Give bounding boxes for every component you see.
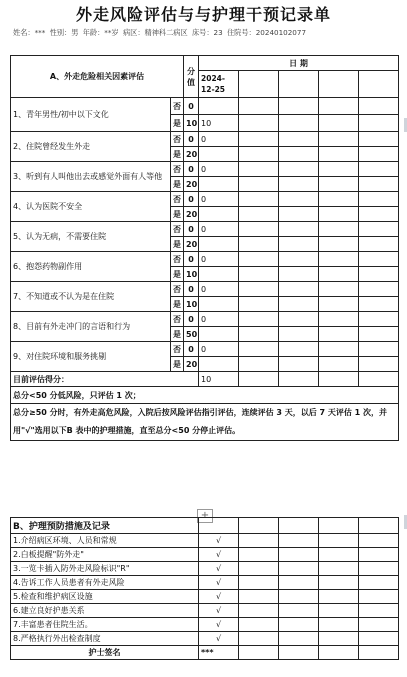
- patient-gender: 性别：男: [49, 28, 79, 37]
- measure-3-check: √: [199, 562, 239, 576]
- item-6-yes-value: [199, 267, 239, 282]
- no-score: 0: [184, 282, 199, 297]
- measure-2-check: √: [199, 548, 239, 562]
- measure-item-7: 7.丰富患者住院生活。: [11, 618, 199, 632]
- no-label: 否: [171, 282, 184, 297]
- item-9-no-value: 0: [199, 342, 239, 357]
- patient-admission-no: 住院号：20240102077: [226, 28, 307, 37]
- measure-6-check: √: [199, 604, 239, 618]
- item-6-no-value: 0: [199, 252, 239, 267]
- no-label: 否: [171, 98, 184, 115]
- item-8-yes-value: [199, 327, 239, 342]
- risk-item-1-text: 1、青年男性/初中以下文化: [11, 98, 171, 132]
- yes-label: 是: [171, 207, 184, 222]
- no-label: 否: [171, 162, 184, 177]
- yes-score: 20: [184, 237, 199, 252]
- empty-cell: [359, 71, 399, 98]
- empty-cell: [239, 71, 279, 98]
- risk-item-2-text: 2、住院曾经发生外走: [11, 132, 171, 162]
- item-1-yes-value: 10: [199, 115, 239, 132]
- score-header: 分值: [184, 56, 199, 98]
- no-label: 否: [171, 132, 184, 147]
- measure-8-check: √: [199, 632, 239, 646]
- patient-name: 姓名：***: [13, 28, 48, 37]
- measure-5-check: √: [199, 590, 239, 604]
- total-score-label: 目前评估得分：: [11, 372, 199, 387]
- measure-item-8: 8.严格执行外出检查制度: [11, 632, 199, 646]
- yes-score: 20: [184, 357, 199, 372]
- yes-score: 10: [184, 267, 199, 282]
- patient-age: 年龄：**岁: [82, 28, 119, 37]
- total-score-value: 10: [199, 372, 239, 387]
- document-title: 外走风险评估与与护理干预记录单: [75, 5, 331, 24]
- risk-factors-header: A、外走危险相关因素评估: [11, 56, 184, 98]
- add-row-button[interactable]: +: [197, 509, 213, 523]
- measure-4-check: √: [199, 576, 239, 590]
- yes-score: 20: [184, 177, 199, 192]
- nurse-signature-label: 护士签名: [11, 646, 199, 660]
- item-8-no-value: 0: [199, 312, 239, 327]
- empty-cell: [279, 71, 319, 98]
- patient-bed: 床号：23: [191, 28, 223, 37]
- yes-label: 是: [171, 267, 184, 282]
- nurse-signature-value: ***: [199, 646, 239, 660]
- no-score: 0: [184, 132, 199, 147]
- high-risk-note: 总分≥50 分时，有外走高危风险，入院后按风险评估指引评估，连续评估 3 天，以后 7 天评估 1 次，并用"√"选用以下B 表中的护理措施，直至总分<50 分停止评估。: [11, 404, 399, 441]
- item-4-yes-value: [199, 207, 239, 222]
- empty-cell: [319, 71, 359, 98]
- no-score: 0: [184, 252, 199, 267]
- measure-item-3: 3.一览卡插入防外走风险标识"R": [11, 562, 199, 576]
- no-label: 否: [171, 192, 184, 207]
- no-label: 否: [171, 252, 184, 267]
- no-score: 0: [184, 192, 199, 207]
- item-3-yes-value: [199, 177, 239, 192]
- no-score: 0: [184, 222, 199, 237]
- date-header: 日 期: [199, 56, 399, 71]
- measure-7-check: √: [199, 618, 239, 632]
- item-1-no-value: [199, 98, 239, 115]
- yes-label: 是: [171, 357, 184, 372]
- low-risk-note: 总分<50 分低风险，只评估 1 次；: [11, 387, 399, 404]
- yes-label: 是: [171, 237, 184, 252]
- item-7-no-value: 0: [199, 282, 239, 297]
- measures-header: B、护理预防措施及记录: [11, 518, 199, 534]
- yes-label: 是: [171, 297, 184, 312]
- no-label: 否: [171, 342, 184, 357]
- no-score: 0: [184, 342, 199, 357]
- risk-item-7-text: 7、不知道或不认为是在住院: [11, 282, 171, 312]
- item-5-yes-value: [199, 237, 239, 252]
- item-4-no-value: 0: [199, 192, 239, 207]
- measure-item-5: 5.检查和维护病区设施: [11, 590, 199, 604]
- no-label: 否: [171, 222, 184, 237]
- item-7-yes-value: [199, 297, 239, 312]
- no-score: 0: [184, 312, 199, 327]
- risk-item-6-text: 6、抱怨药物副作用: [11, 252, 171, 282]
- yes-label: 是: [171, 115, 184, 132]
- yes-label: 是: [171, 177, 184, 192]
- measure-item-6: 6.建立良好护患关系: [11, 604, 199, 618]
- risk-item-5-text: 5、认为无病，不需要住院: [11, 222, 171, 252]
- risk-item-8-text: 8、目前有外走冲门的言语和行为: [11, 312, 171, 342]
- yes-score: 20: [184, 147, 199, 162]
- item-9-yes-value: [199, 357, 239, 372]
- risk-assessment-table: [10, 55, 399, 441]
- no-score: 0: [184, 98, 199, 115]
- nursing-measures-table: [10, 517, 399, 660]
- yes-score: 20: [184, 207, 199, 222]
- item-3-no-value: 0: [199, 162, 239, 177]
- no-score: 0: [184, 162, 199, 177]
- patient-ward: 病区：精神科二病区: [122, 28, 188, 37]
- assessment-date: 2024-12-25: [199, 71, 239, 98]
- yes-score: 10: [184, 115, 199, 132]
- yes-score: 50: [184, 327, 199, 342]
- measure-1-check: √: [199, 534, 239, 548]
- measure-item-2: 2.白板提醒"防外走": [11, 548, 199, 562]
- yes-label: 是: [171, 147, 184, 162]
- risk-item-3-text: 3、听到有人叫他出去或感觉外面有人等他: [11, 162, 171, 192]
- measure-item-4: 4.告诉工作人员患者有外走风险: [11, 576, 199, 590]
- item-2-yes-value: [199, 147, 239, 162]
- risk-item-4-text: 4、认为医院不安全: [11, 192, 171, 222]
- yes-label: 是: [171, 327, 184, 342]
- item-2-no-value: 0: [199, 132, 239, 147]
- yes-score: 10: [184, 297, 199, 312]
- item-5-no-value: 0: [199, 222, 239, 237]
- risk-item-9-text: 9、对住院环境和服务挑剔: [11, 342, 171, 372]
- no-label: 否: [171, 312, 184, 327]
- patient-info: [13, 28, 403, 38]
- measure-item-1: 1.介绍病区环境、人员和常规: [11, 534, 199, 548]
